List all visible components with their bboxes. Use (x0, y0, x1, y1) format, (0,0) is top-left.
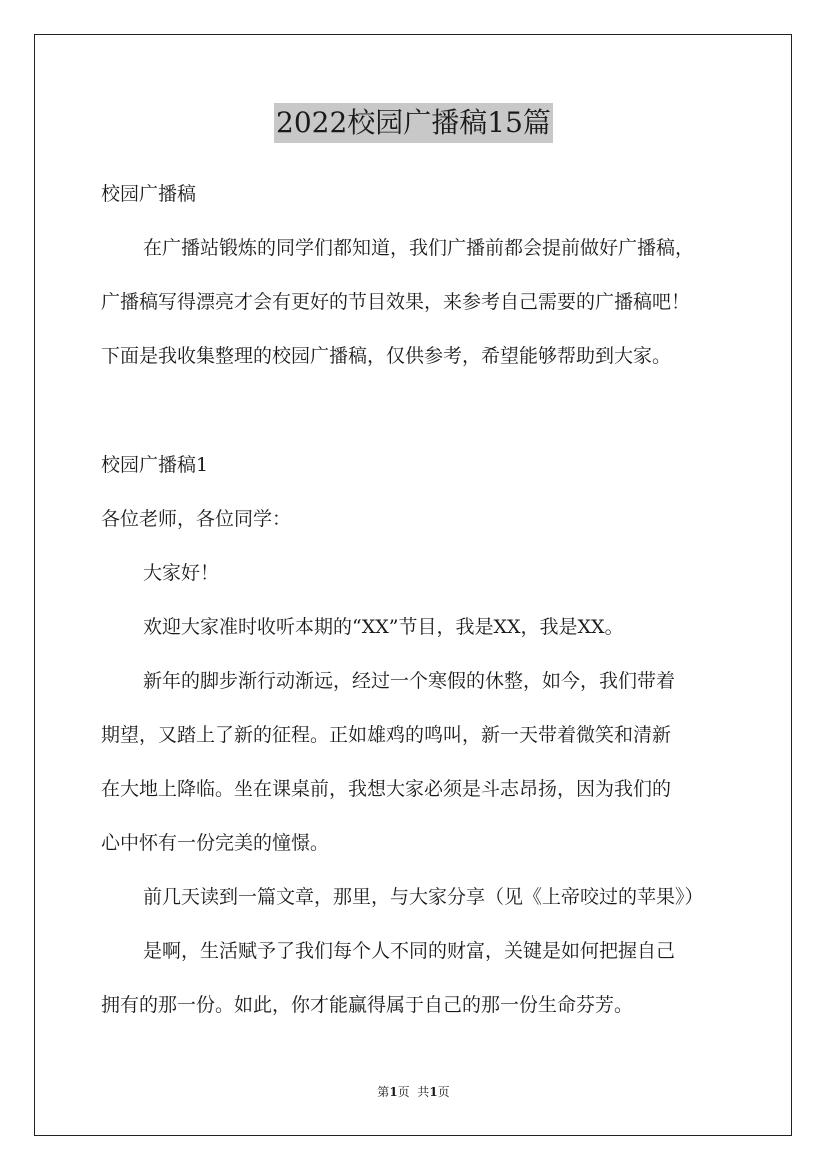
body-line: 前几天读到一篇文章，那里，与大家分享（见《上帝咬过的苹果》） (143, 886, 704, 908)
footer-page-number: 1 (389, 1085, 398, 1099)
intro-line: 广播稿写得漂亮才会有更好的节目效果，来参考自己需要的广播稿吧！ (101, 291, 691, 313)
intro-line: 在广播站锻炼的同学们都知道，我们广播前都会提前做好广播稿， (143, 237, 695, 259)
footer-total-pages: 1 (429, 1085, 438, 1099)
section-heading: 校园广播稿1 (101, 454, 209, 476)
document-heading: 校园广播稿 (101, 183, 197, 205)
body-line: 新年的脚步渐行动渐远，经过一个寒假的休整，如今，我们带着 (143, 670, 676, 692)
body-line: 在大地上降临。坐在课桌前，我想大家必须是斗志昂扬，因为我们的 (101, 778, 672, 800)
title-container (0, 103, 827, 143)
intro-line: 下面是我收集整理的校园广播稿，仅供参考，希望能够帮助到大家。 (101, 345, 672, 367)
page-footer (0, 1084, 827, 1100)
salutation: 各位老师，各位同学： (101, 508, 292, 530)
body-line: 是啊，生活赋予了我们每个人不同的财富，关键是如何把握自己 (143, 940, 676, 962)
document-title: 2022校园广播稿15篇 (274, 103, 553, 143)
footer-prefix: 第 (377, 1085, 390, 1099)
body-line: 欢迎大家准时收听本期的“XX”节目，我是XX，我是XX。 (143, 616, 624, 638)
body-line: 大家好！ (143, 562, 220, 584)
footer-middle: 页 共 (397, 1085, 430, 1099)
body-line: 心中怀有一份完美的憧憬。 (101, 832, 330, 854)
body-line: 拥有的那一份。如此，你才能赢得属于自己的那一份生命芬芳。 (101, 994, 634, 1016)
body-line: 期望，又踏上了新的征程。正如雄鸡的鸣叫，新一天带着微笑和清新 (101, 724, 672, 746)
footer-suffix: 页 (437, 1085, 450, 1099)
